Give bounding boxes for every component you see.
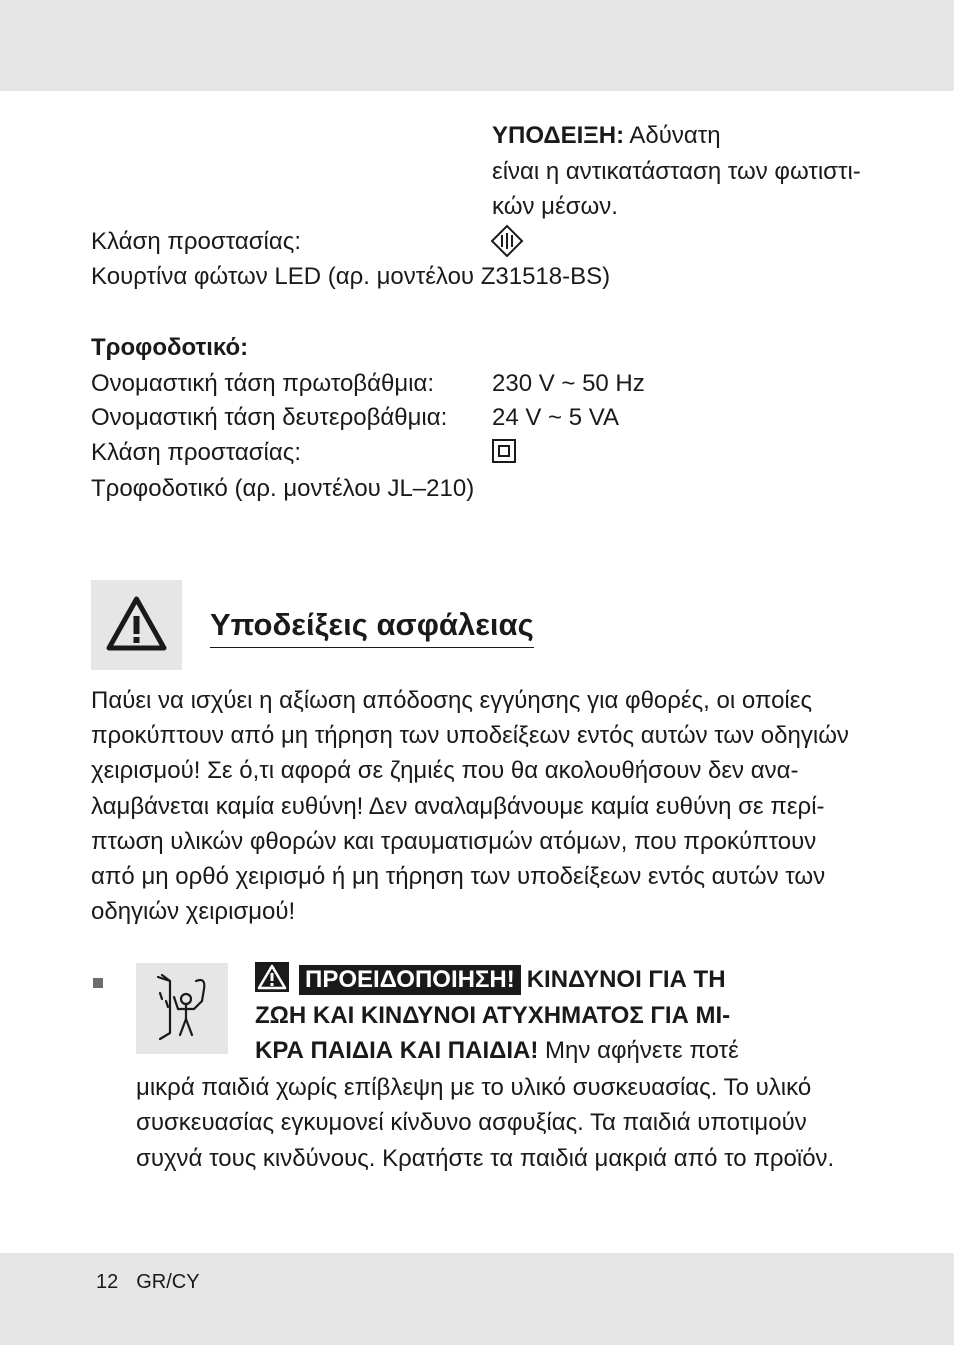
warning-line-1-text: ΚΙΝΔΥΝΟΙ ΓΙΑ ΤΗ — [526, 966, 726, 993]
bottom-band — [0, 1253, 954, 1345]
warning-body-line: συσκευασίας εγκυμονεί κίνδυνο ασφυξίας. Τα παιδιά υποτιμούν — [136, 1109, 807, 1137]
warning-triangle-icon — [255, 962, 289, 992]
led-protection-label: Κλάση προστασίας: — [91, 228, 301, 255]
warning-icon-box — [91, 580, 182, 670]
secondary-voltage-value: 24 V ~ 5 VA — [492, 404, 619, 431]
warning-body-line: μικρά παιδιά χωρίς επίβλεψη με το υλικό συσκευασίας. Το υλικό — [136, 1074, 812, 1101]
warning-line-2: ΖΩΗ ΚΑΙ ΚΙΝΔΥΝΟΙ ΑΤΥΧΗΜΑΤΟΣ ΓΙΑ ΜΙ- — [255, 1002, 731, 1029]
note-block — [492, 118, 892, 225]
note-line-3: κών μέσων. — [492, 193, 618, 220]
warning-line-3-bold: ΚΡΑ ΠΑΙΔΙΑ ΚΑΙ ΠΑΙΔΙΑ! — [255, 1037, 539, 1064]
power-supply-heading: Τροφοδοτικό: — [91, 334, 249, 361]
warning-line-1 — [255, 962, 726, 997]
note-line-2: είναι η αντικατάσταση των φωτιστι- — [492, 157, 861, 185]
region-code: GR/CY — [136, 1271, 200, 1293]
class-iii-icon — [490, 224, 524, 258]
warning-triangle-icon — [91, 580, 182, 670]
primary-voltage-label: Ονομαστική τάση πρωτοβάθμια: — [91, 370, 435, 397]
child-danger-box — [136, 963, 228, 1054]
safety-heading: Υποδείξεις ασφάλειας — [210, 603, 534, 648]
note-label: ΥΠΟΔΕΙΞΗ: — [492, 122, 625, 149]
led-model-line: Κουρτίνα φώτων LED (αρ. μοντέλου Z31518-BS) — [91, 263, 611, 290]
paragraph-line: πτωση υλικών φθορών και τραυματισμών ατόμων, που προκύπτουν — [91, 827, 817, 855]
note-line-1-text: Αδύνατη — [624, 122, 721, 149]
note-line-1 — [492, 118, 892, 154]
psu-protection-label: Κλάση προστασίας: — [91, 439, 301, 466]
warning-line-3-text: Μην αφήνετε ποτέ — [538, 1037, 739, 1064]
footer — [96, 1268, 218, 1296]
paragraph-line: λαμβάνεται καμία ευθύνη! Δεν αναλαμβάνουμε καμία ευθύνη σε περί- — [91, 792, 825, 820]
paragraph-line: Παύει να ισχύει η αξίωση απόδοσης εγγύησης για φθορές, οι οποίες — [91, 687, 813, 714]
warning-body-line: συχνά τους κινδύνους. Κρατήστε τα παιδιά μακριά από το προϊόν. — [136, 1144, 835, 1172]
warning-badge: ΠΡΟΕΙΔΟΠΟΙΗΣΗ! — [299, 965, 521, 995]
page-number: 12 — [96, 1271, 119, 1293]
bullet-square-icon — [93, 978, 103, 988]
secondary-voltage-label: Ονομαστική τάση δευτεροβάθμια: — [91, 404, 448, 431]
top-band — [0, 0, 954, 91]
primary-voltage-value: 230 V ~ 50 Hz — [492, 370, 645, 397]
psu-model-line: Τροφοδοτικό (αρ. μοντέλου JL–210) — [91, 475, 475, 502]
safety-paragraph — [91, 683, 871, 929]
paragraph-line: προκύπτουν από μη τήρηση των υποδείξεων εντός αυτών των οδηγιών — [91, 722, 849, 750]
warning-body — [136, 1070, 896, 1176]
paragraph-line: οδηγιών χειρισμού! — [91, 898, 296, 926]
class-ii-icon — [492, 439, 516, 463]
child-danger-icon — [136, 963, 228, 1054]
paragraph-line: χειρισμού! Σε ό,τι αφορά σε ζημιές που θα ακολουθήσουν δεν ανα- — [91, 757, 799, 785]
paragraph-line: από μη ορθό χειρισμό ή μη τήρηση των υποδείξεων εντός αυτών των — [91, 863, 826, 891]
warning-line-3 — [255, 1033, 739, 1068]
